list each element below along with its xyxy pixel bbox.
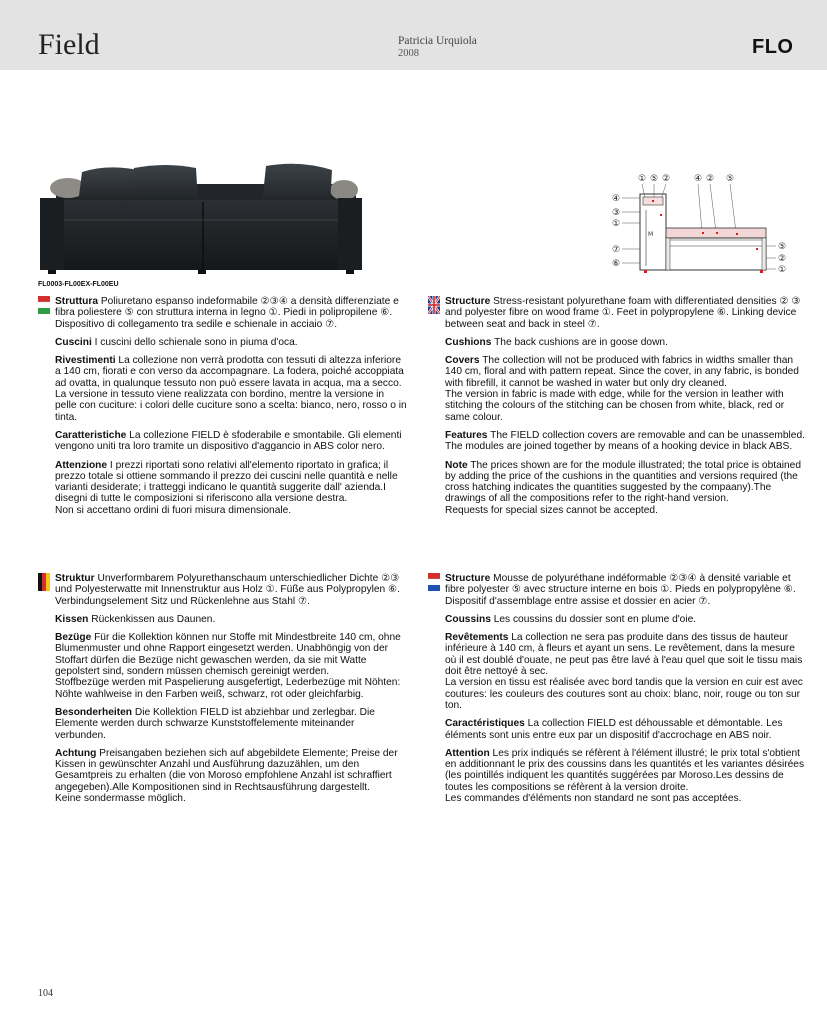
paragraph: Attenzione I prezzi riportati sono relativi all'elemento riportato in grafica; il prezzo totale si ottiene sommando il prezzo dei cuscini nelle quantità e nelle varianti desiderate; i tratteggi indicano le quantità suggerite dall' azienda.I disegni di tutte le composizioni si riferiscono alla versione destra. Non si accettano ordini di fuori misura dimensionale.	[55, 459, 398, 516]
diagram-label: ⑦	[612, 245, 621, 255]
paragraph: Rivestimenti La collezione non verrà prodotta con tessuti di altezza inferiore a 140 cm, fiorati e con verso da accompagnare. La fodera, poiché accoppiata ad ovatta, in qualunque tessuto non può essere lavata in acqua, ma a secco. La versione in tessuto viene realizzata con bordino, mentre la versione in pelle con cuciture: i colori delle cuciture sono a scelta: bianco, nero, rosso o in tinta.	[55, 355, 407, 423]
paragraph: Cuscini I cuscini dello schienale sono in piuma d'oca.	[55, 336, 298, 348]
diagram-label: ②	[662, 174, 671, 184]
diagram-label: ⑥	[612, 259, 621, 269]
paragraph: Struktur Unverformbarem Polyurethanschaum unterschiedlicher Dichte ②③ und Polyesterwatte mit Innenstruktur aus Holz ①. Füße aus Polypropylen ⑥. Verbindungselement Sitz und Rückenlehne aus Stahl ⑦.	[55, 573, 400, 607]
paragraph: Structure Mousse de polyuréthane indéformable ②③④ à densité variable et fibre polyester ⑤ avec structure interne en bois ①. Pieds en polypropylène ⑥. Dispositif d'assemblage entre assise et dossier en acier ⑦.	[445, 573, 796, 607]
italy-flag-icon	[38, 296, 50, 314]
header-bar	[0, 0, 827, 70]
paragraph: Achtung Preisangaben beziehen sich auf abgebildete Elemente; Preise der Kissen in gewünschter Anzahl und Ausführung dazuzählen, um den Gesamtpreis zu erhalten (die von Moroso empfohlene Anzahl ist schraffiert angegeben).Alle Kompositionen sind in Rechtsausführung dargestellt. Keine sondermasse möglich.	[55, 747, 398, 805]
paragraph: Attention Les prix indiqués se réfèrent à l'élément illustré; le prix total s'obtient en additionnant le prix des coussins dans les quantités et les variantes désirées (les pointillés indiquent les quantités suggérées par Moroso.Les dessins de toutes les compositions se réfèrent à la version droite. Les commandes d'éléments non standard ne sont pas acceptées.	[445, 747, 805, 805]
german-text	[55, 573, 407, 811]
page-number: 104	[38, 988, 53, 999]
diagram-label: ③	[612, 208, 621, 218]
sofa-photo	[38, 158, 364, 276]
diagram-label: ②	[706, 174, 715, 184]
paragraph: Structure Stress-resistant polyurethane foam with differentiated densities ② ③ and polyester fibre on wood frame ①. Feet in polypropylene ⑥. Linking device between seat and back in steel ⑦.	[445, 296, 801, 330]
photo-caption: FL0003-FL00EX-FL00EU	[38, 281, 119, 288]
paragraph: Bezüge Für die Kollektion können nur Stoffe mit Mindestbreite 140 cm, ohne Blumenmuster und ohne Rapport eingesetzt werden. Unabhöngig von der Stoffart dürfen die Bezüge nicht gewaschen werden, da sie mit Watte gepolstert sind, sondern müssen chemisch gereinigt werden. Stoffbezüge werden mit Paspelierung ausgefertigt, Lederbezüge mit Nöhten: Nöhte wahlweise in den Farben weiß, schwarz, rot oder gleichfarbig.	[55, 632, 401, 700]
paragraph: Struttura Poliuretano espanso indeformabile ②③④ a densità differenziate e fibra poliestere ⑤ con struttura interna in legno ①. Piedi in polipropilene ⑥. Dispositivo di collegamento tra sedile e schienale in acciaio ⑦.	[55, 296, 399, 330]
germany-flag-icon	[38, 573, 50, 591]
italian-text	[55, 296, 407, 523]
paragraph: Cushions The back cushions are in goose down.	[445, 336, 668, 348]
diagram-label: ②	[778, 254, 787, 264]
diagram-label: ①	[778, 265, 787, 275]
diagram-label: ①	[612, 219, 621, 229]
paragraph: Caratteristiche La collezione FIELD è sfoderabile e smontabile. Gli elementi vengono uniti tra loro tramite un dispositivo d'aggancio in ABS color nero.	[55, 429, 402, 453]
page-title: Field	[38, 28, 100, 61]
diagram-label: ⑤	[778, 242, 787, 252]
designer-name: Patricia Urquiola	[398, 35, 477, 47]
diagram-label: ④	[612, 194, 621, 204]
diagram-label: ⑤	[650, 174, 659, 184]
paragraph: Revêtements La collection ne sera pas produite dans des tissus de hauteur inférieure à 140 cm, à fleurs et ayant un sens. Le revêtement, dans la mesure où il est doublé d'ouate, ne peut pas être lavé à l'eau quel que soit le tissu mais doit être nettoyé à sec. La version en tissu est réalisée avec bord tandis que la version en cuir est avec coutures: les couleurs des coutures sont au choix: blanc, noir, rouge ou ton sur ton.	[445, 632, 803, 711]
paragraph: Note The prices shown are for the module illustrated; the total price is obtained by adding the price of the cushions in the quantities and versions required (the cross hatching indicates the quantities suggested by the compaany).The drawings of all the compositions refer to the right-hand version. Requests for special sizes cannot be accepted.	[445, 459, 801, 516]
france-flag-icon	[428, 573, 440, 591]
uk-flag-icon	[428, 296, 440, 314]
diagram-mark: M	[648, 231, 654, 238]
paragraph: Covers The collection will not be produced with fabrics in widths smaller than 140 cm, floral and with pattern repeat. Since the cover, in any fabric, is bonded with fibrefill, it cannot be washed in water but only dry cleaned. The version in fabric is made with edge, while for the version in leather with stitching the colours of the stitching can be chosen from white, black, red or same colour.	[445, 355, 799, 423]
paragraph: Kissen Rückenkissen aus Daunen.	[55, 613, 216, 625]
diagram-label: ①	[638, 174, 647, 184]
french-text	[445, 573, 805, 811]
paragraph: Coussins Les coussins du dossier sont en plume d'oie.	[445, 613, 697, 625]
design-year: 2008	[398, 48, 419, 59]
english-text	[445, 296, 805, 523]
diagram-label: ④	[694, 174, 703, 184]
diagram-label: ⑤	[726, 174, 735, 184]
paragraph: Caractéristiques La collection FIELD est déhoussable et démontable. Les éléments sont unis entre eux par un dispositif d'accrochage en ABS noir.	[445, 718, 783, 741]
product-code: FLO	[752, 36, 794, 58]
paragraph: Besonderheiten Die Kollektion FIELD ist abziehbar und zerlegbar. Die Elemente werden durch schwarze Kunststoffelemente miteinander verbunden.	[55, 706, 375, 741]
paragraph: Features The FIELD collection covers are removable and can be unassembled. The modules are joined together by means of a hooking device in black ABS.	[445, 429, 805, 453]
cross-section-diagram	[606, 170, 796, 278]
